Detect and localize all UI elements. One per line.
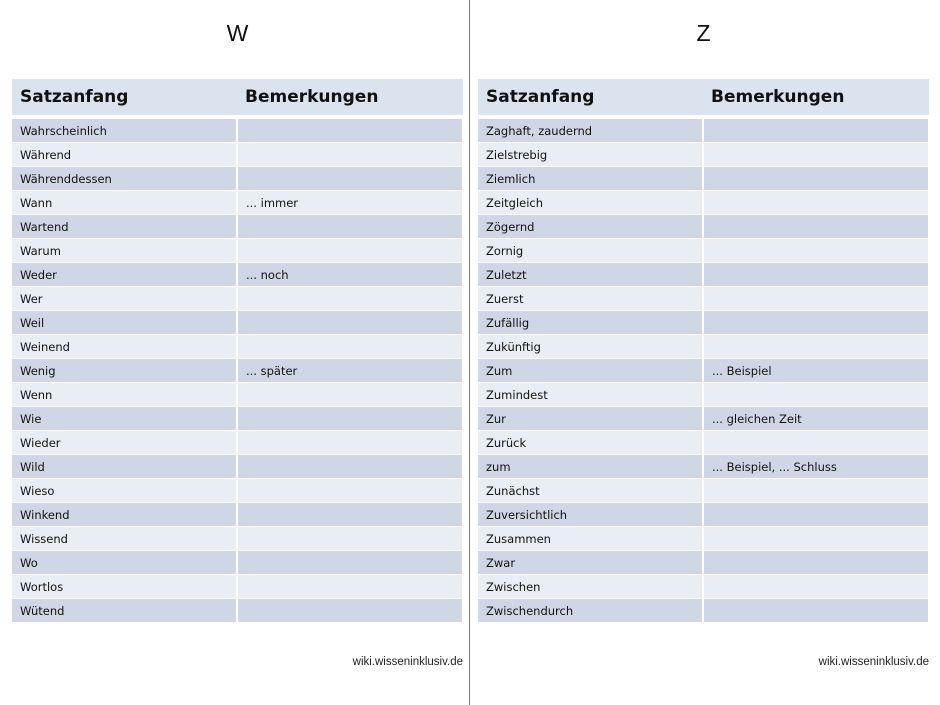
cell-satzanfang: Zumindest <box>478 383 703 407</box>
cell-bemerkungen <box>237 335 463 359</box>
cell-satzanfang: Zwischen <box>478 575 703 599</box>
cell-satzanfang: Zuletzt <box>478 263 703 287</box>
table-row <box>478 455 929 479</box>
cell-bemerkungen <box>703 527 929 551</box>
table-row <box>478 551 929 575</box>
table-row <box>478 527 929 551</box>
table-row <box>12 335 463 359</box>
table-row <box>12 239 463 263</box>
cell-bemerkungen <box>237 479 463 503</box>
table-row <box>478 431 929 455</box>
cell-bemerkungen <box>703 263 929 287</box>
cell-bemerkungen <box>237 407 463 431</box>
table-row <box>478 383 929 407</box>
cell-satzanfang: Zuerst <box>478 287 703 311</box>
cell-satzanfang: Wie <box>12 407 237 431</box>
table-row <box>12 311 463 335</box>
cell-bemerkungen <box>237 527 463 551</box>
cell-bemerkungen <box>703 143 929 167</box>
table-row <box>478 191 929 215</box>
cell-satzanfang: Zusammen <box>478 527 703 551</box>
table-row <box>12 383 463 407</box>
cell-bemerkungen: ... gleichen Zeit <box>703 407 929 431</box>
cell-bemerkungen <box>703 383 929 407</box>
cell-satzanfang: Zielstrebig <box>478 143 703 167</box>
cell-satzanfang: Zaghaft, zaudernd <box>478 117 703 143</box>
table-row <box>12 599 463 623</box>
cell-satzanfang: Weinend <box>12 335 237 359</box>
table-row <box>12 143 463 167</box>
cell-bemerkungen <box>237 503 463 527</box>
cell-bemerkungen <box>237 287 463 311</box>
column-header-bemerkungen: Bemerkungen <box>703 79 929 117</box>
cell-bemerkungen <box>237 551 463 575</box>
cell-bemerkungen <box>237 117 463 143</box>
cell-satzanfang: Zuversichtlich <box>478 503 703 527</box>
cell-satzanfang: Zukünftig <box>478 335 703 359</box>
cell-satzanfang: Zurück <box>478 431 703 455</box>
cell-satzanfang: Wenn <box>12 383 237 407</box>
cell-satzanfang: Wo <box>12 551 237 575</box>
table-row <box>12 359 463 383</box>
cell-satzanfang: Wild <box>12 455 237 479</box>
table-row <box>12 551 463 575</box>
cell-satzanfang: Weder <box>12 263 237 287</box>
cell-satzanfang: Wütend <box>12 599 237 623</box>
cell-bemerkungen <box>703 335 929 359</box>
table-row <box>12 455 463 479</box>
table-row <box>12 431 463 455</box>
cell-satzanfang: Zeitgleich <box>478 191 703 215</box>
word-table-w <box>12 79 464 623</box>
cell-bemerkungen <box>703 239 929 263</box>
table-body <box>478 117 929 623</box>
table-row <box>478 239 929 263</box>
table-row <box>12 191 463 215</box>
cell-bemerkungen <box>703 287 929 311</box>
cell-bemerkungen: ... noch <box>237 263 463 287</box>
table-row <box>12 503 463 527</box>
table-row <box>478 143 929 167</box>
cell-satzanfang: Zur <box>478 407 703 431</box>
table-row <box>12 479 463 503</box>
cell-satzanfang: Während <box>12 143 237 167</box>
cell-satzanfang: Zwischendurch <box>478 599 703 623</box>
table-row <box>12 263 463 287</box>
cell-bemerkungen <box>703 167 929 191</box>
cell-bemerkungen <box>237 215 463 239</box>
word-table-z <box>478 79 930 623</box>
table-header-row <box>12 79 463 117</box>
letter-heading: W <box>226 20 249 46</box>
cell-satzanfang: Wieso <box>12 479 237 503</box>
cell-bemerkungen <box>703 575 929 599</box>
center-divider <box>469 0 470 705</box>
cell-satzanfang: Winkend <box>12 503 237 527</box>
cell-bemerkungen <box>703 479 929 503</box>
cell-satzanfang: zum <box>478 455 703 479</box>
cell-satzanfang: Ziemlich <box>478 167 703 191</box>
cell-bemerkungen <box>703 117 929 143</box>
cell-satzanfang: Wissend <box>12 527 237 551</box>
table-row <box>478 263 929 287</box>
cell-satzanfang: Wieder <box>12 431 237 455</box>
table-row <box>478 117 929 143</box>
cell-bemerkungen: ... Beispiel, ... Schluss <box>703 455 929 479</box>
source-credit: wiki.wisseninklusiv.de <box>352 656 463 668</box>
cell-bemerkungen <box>237 239 463 263</box>
cell-bemerkungen <box>237 575 463 599</box>
cell-satzanfang: Wenig <box>12 359 237 383</box>
table-row <box>478 407 929 431</box>
table-row <box>12 575 463 599</box>
cell-bemerkungen <box>703 215 929 239</box>
cell-bemerkungen: ... immer <box>237 191 463 215</box>
column-header-bemerkungen: Bemerkungen <box>237 79 463 117</box>
table-row <box>12 287 463 311</box>
cell-satzanfang: Wortlos <box>12 575 237 599</box>
cell-bemerkungen: ... Beispiel <box>703 359 929 383</box>
table-header-row <box>478 79 929 117</box>
table-row <box>12 407 463 431</box>
cell-bemerkungen <box>703 191 929 215</box>
column-header-satzanfang: Satzanfang <box>12 79 237 117</box>
letter-heading: Z <box>696 20 711 46</box>
cell-satzanfang: Wann <box>12 191 237 215</box>
cell-bemerkungen <box>703 599 929 623</box>
table-row <box>478 287 929 311</box>
cell-satzanfang: Zunächst <box>478 479 703 503</box>
cell-bemerkungen: ... später <box>237 359 463 383</box>
cell-bemerkungen <box>237 599 463 623</box>
table-row <box>478 599 929 623</box>
table-row <box>478 311 929 335</box>
table-row <box>478 359 929 383</box>
cell-bemerkungen <box>237 143 463 167</box>
cell-bemerkungen <box>237 167 463 191</box>
cell-bemerkungen <box>703 431 929 455</box>
table-row <box>478 575 929 599</box>
cell-satzanfang: Wahrscheinlich <box>12 117 237 143</box>
cell-bemerkungen <box>237 311 463 335</box>
cell-satzanfang: Wartend <box>12 215 237 239</box>
cell-bemerkungen <box>703 311 929 335</box>
table-row <box>12 117 463 143</box>
cell-bemerkungen <box>237 383 463 407</box>
table-row <box>478 215 929 239</box>
column-header-satzanfang: Satzanfang <box>478 79 703 117</box>
cell-bemerkungen <box>237 431 463 455</box>
table-row <box>478 479 929 503</box>
cell-satzanfang: Warum <box>12 239 237 263</box>
cell-satzanfang: Zornig <box>478 239 703 263</box>
cell-satzanfang: Wer <box>12 287 237 311</box>
cell-bemerkungen <box>237 455 463 479</box>
table-row <box>12 167 463 191</box>
table-row <box>478 335 929 359</box>
table-row <box>12 215 463 239</box>
table-row <box>12 527 463 551</box>
table-body <box>12 117 463 623</box>
cell-satzanfang: Zögernd <box>478 215 703 239</box>
cell-bemerkungen <box>703 551 929 575</box>
cell-bemerkungen <box>703 503 929 527</box>
cell-satzanfang: Zufällig <box>478 311 703 335</box>
cell-satzanfang: Zum <box>478 359 703 383</box>
table-row <box>478 167 929 191</box>
cell-satzanfang: Zwar <box>478 551 703 575</box>
source-credit: wiki.wisseninklusiv.de <box>818 656 929 668</box>
table-row <box>478 503 929 527</box>
cell-satzanfang: Weil <box>12 311 237 335</box>
cell-satzanfang: Währenddessen <box>12 167 237 191</box>
